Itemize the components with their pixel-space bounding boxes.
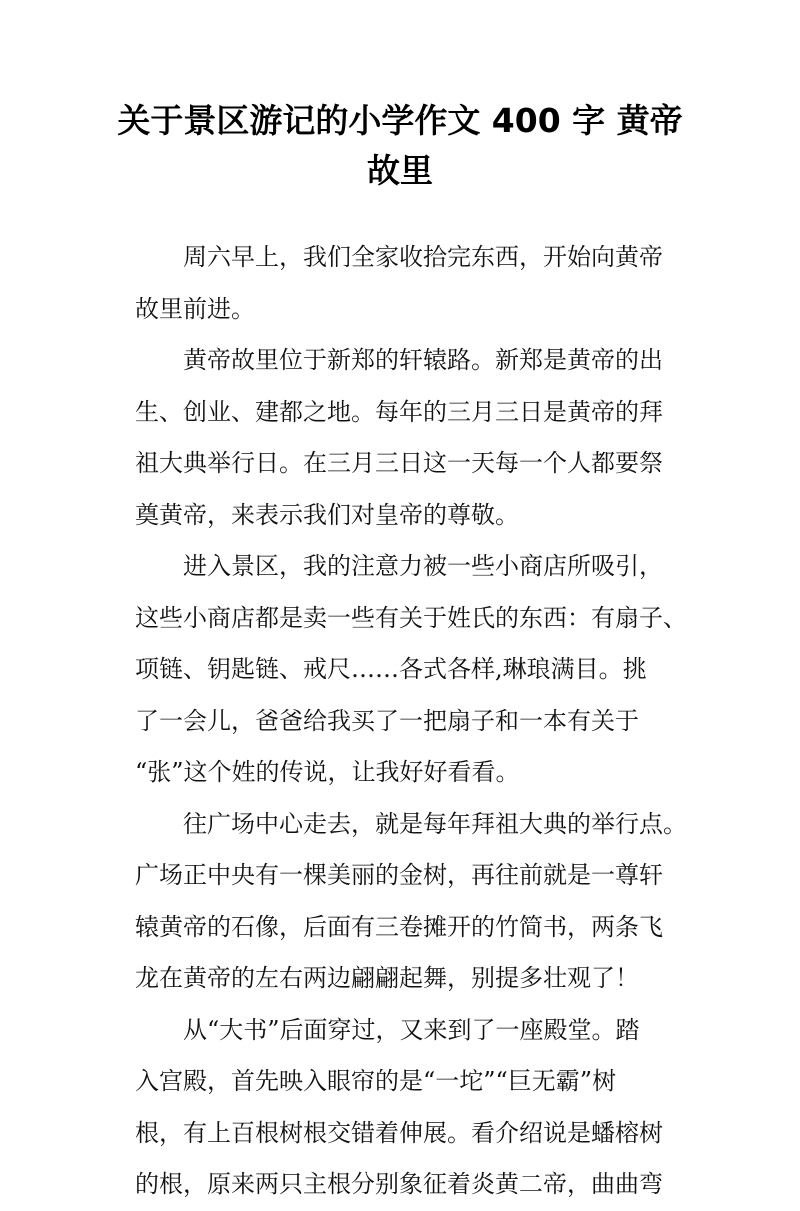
paragraph-4-line-1: 往广场中心走去，就是每年拜祖大典的举行点。 — [183, 809, 687, 838]
paragraph-3-line-5: “张”这个姓的传说，让我好好看看。 — [135, 758, 520, 786]
paragraph-5-line-4: 的根，原来两只主根分别象征着炎黄二帝，曲曲弯 — [135, 1170, 663, 1198]
paragraph-5-line-3: 根，有上百根树根交错着伸展。看介绍说是蟠榕树 — [135, 1118, 663, 1147]
paragraph-5-line-1: 从“大书”后面穿过，又来到了一座殿堂。踏 — [183, 1015, 640, 1044]
paragraph-3-line-1: 进入景区，我的注意力被一些小商店所吸引， — [183, 552, 663, 580]
paragraph-4-line-3: 辕黄帝的石像，后面有三卷摊开的竹简书，两条飞 — [135, 912, 663, 941]
paragraph-1-line-1: 周六早上，我们全家收拾完东西，开始向黄帝 — [183, 243, 663, 271]
paragraph-2-line-1: 黄帝故里位于新郑的轩辕路。新郑是黄帝的出 — [183, 346, 663, 374]
title-line-2: 故里 — [367, 151, 433, 190]
paragraph-3-line-4: 了一会儿，爸爸给我买了一把扇子和一本有关于 — [135, 706, 639, 735]
paragraph-3-line-3: 项链、钥匙链、戒尺……各式各样,琳琅满目。挑 — [135, 655, 647, 683]
paragraph-2-line-4: 奠黄帝，来表示我们对皇帝的尊敬。 — [135, 500, 519, 529]
paragraph-2-line-2: 生、创业、建都之地。每年的三月三日是黄帝的拜 — [135, 397, 663, 426]
title-line-1: 关于景区游记的小学作文 400 字 黄帝 — [117, 101, 683, 140]
paragraph-1-line-2: 故里前进。 — [135, 294, 255, 323]
paragraph-5-line-2: 入宫殿，首先映入眼帘的是“一坨”“巨无霸”树 — [135, 1067, 617, 1095]
document-title — [100, 96, 700, 196]
paragraph-4-line-2: 广场正中央有一棵美丽的金树，再往前就是一尊轩 — [135, 861, 663, 889]
article-body — [135, 232, 687, 1211]
paragraph-4-line-4: 龙在黄帝的左右两边翩翩起舞，别提多壮观了！ — [135, 964, 639, 992]
paragraph-3-line-2: 这些小商店都是卖一些有关于姓氏的东西：有扇子、 — [135, 603, 687, 632]
paragraph-2-line-3: 祖大典举行日。在三月三日这一天每一个人都要祭 — [135, 449, 663, 477]
